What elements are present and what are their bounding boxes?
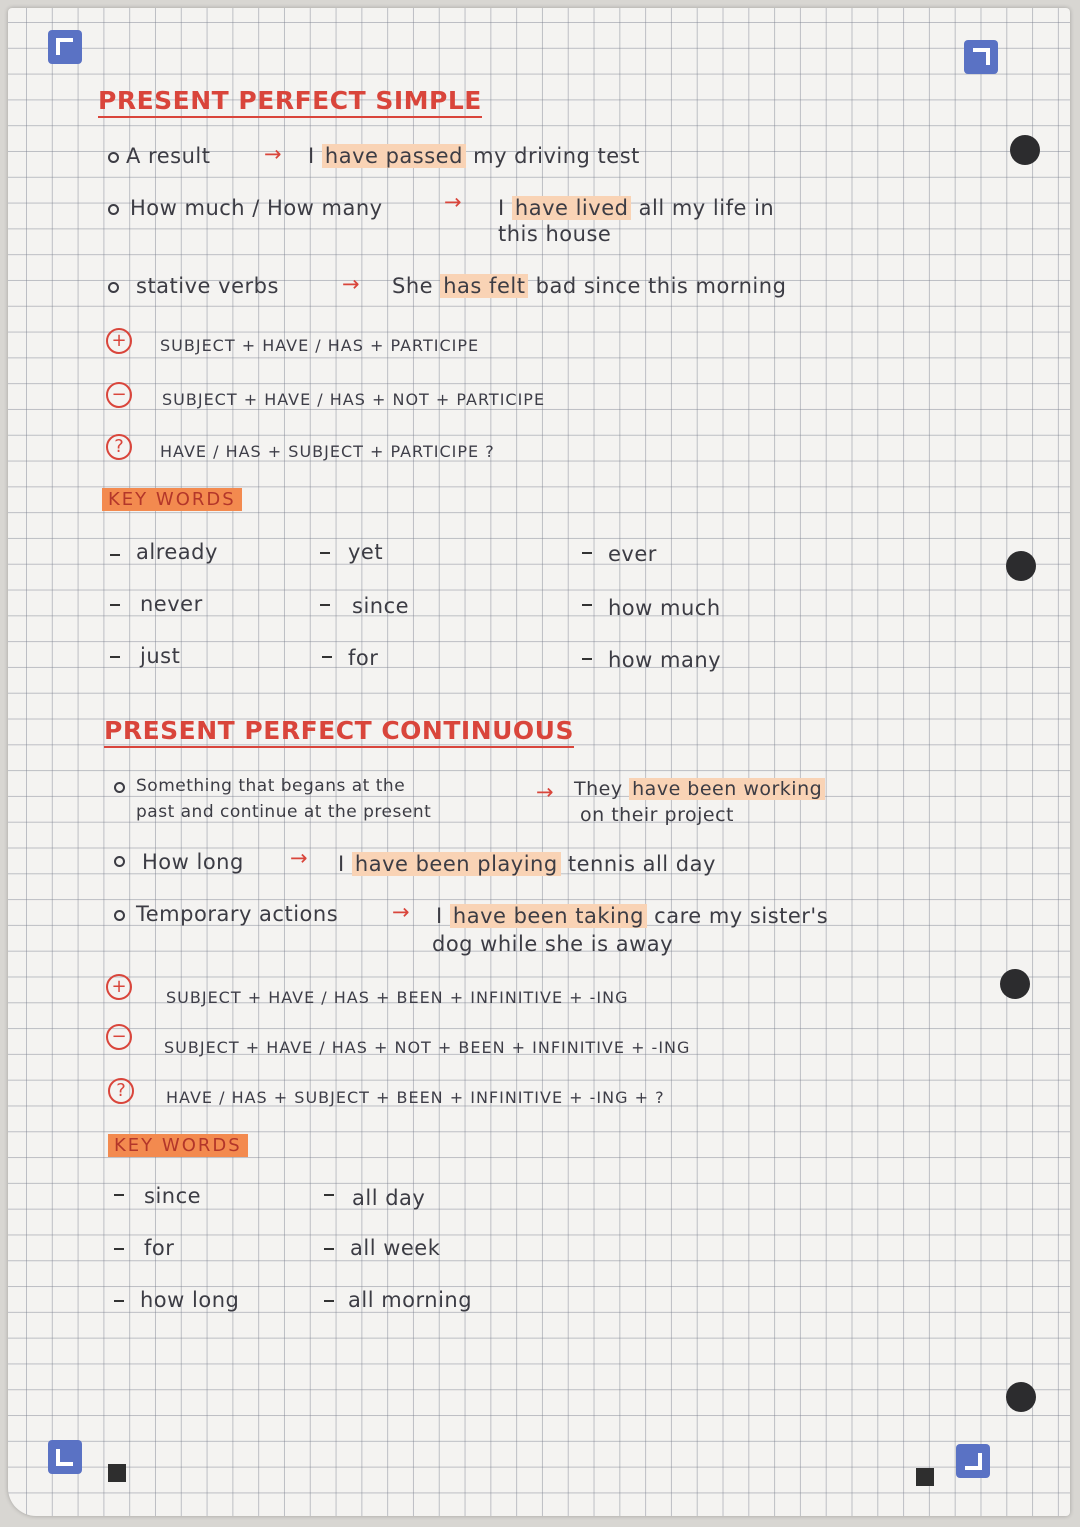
binder-hole bbox=[1010, 135, 1040, 165]
dash-icon bbox=[324, 1194, 334, 1196]
example-sentence bbox=[436, 904, 828, 928]
corner-bracket-icon bbox=[48, 1440, 82, 1474]
dash-icon bbox=[320, 604, 330, 606]
example-highlight: has felt bbox=[440, 274, 528, 298]
dash-icon bbox=[114, 1300, 124, 1302]
bullet-icon bbox=[114, 910, 125, 921]
corner-bracket-icon bbox=[956, 1444, 990, 1478]
example-highlight: have passed bbox=[322, 144, 466, 168]
example-rest: tennis all day bbox=[567, 852, 716, 876]
question-icon: ? bbox=[106, 434, 132, 460]
bullet-icon bbox=[108, 282, 119, 293]
form-question: HAVE / HAS + SUBJECT + PARTICIPE ? bbox=[160, 442, 495, 461]
form-negative: SUBJECT + HAVE / HAS + NOT + BEEN + INFINITIVE + -ING bbox=[164, 1038, 691, 1057]
example-rest: care my sister's bbox=[654, 904, 829, 928]
form-negative: SUBJECT + HAVE / HAS + NOT + PARTICIPE bbox=[162, 390, 546, 409]
dash-icon bbox=[110, 604, 120, 606]
notebook-page bbox=[8, 8, 1070, 1516]
bullet-icon bbox=[114, 782, 125, 793]
dash-icon bbox=[114, 1248, 124, 1250]
example-subject: She bbox=[392, 274, 434, 298]
example-line2: this house bbox=[498, 222, 612, 246]
key-word: yet bbox=[348, 540, 384, 564]
question-icon: ? bbox=[108, 1078, 134, 1104]
corner-square-icon bbox=[916, 1468, 934, 1486]
dash-icon bbox=[322, 656, 332, 658]
corner-bracket-icon bbox=[964, 40, 998, 74]
form-question: HAVE / HAS + SUBJECT + BEEN + INFINITIVE + -ING + ? bbox=[166, 1088, 665, 1107]
key-word: how many bbox=[608, 648, 722, 672]
example-subject: I bbox=[338, 852, 345, 876]
key-word: all week bbox=[350, 1236, 441, 1260]
minus-icon: − bbox=[106, 382, 132, 408]
key-word: all day bbox=[352, 1186, 426, 1210]
section-title: PRESENT PERFECT SIMPLE bbox=[98, 86, 482, 118]
example-sentence bbox=[574, 778, 825, 800]
key-word: for bbox=[144, 1236, 175, 1260]
example-line2: dog while she is away bbox=[432, 932, 674, 956]
key-words-label: KEY WORDS bbox=[108, 1134, 248, 1157]
dash-icon bbox=[324, 1248, 334, 1250]
example-sentence bbox=[308, 144, 640, 168]
example-highlight: have lived bbox=[512, 196, 632, 220]
example-rest: my driving test bbox=[473, 144, 640, 168]
use-label: A result bbox=[126, 144, 211, 168]
key-word: for bbox=[348, 646, 379, 670]
example-sentence bbox=[392, 274, 786, 298]
arrow-icon: → bbox=[342, 272, 361, 296]
example-rest: bad since this morning bbox=[535, 274, 787, 298]
arrow-icon: → bbox=[536, 780, 555, 804]
use-label: How long bbox=[142, 850, 244, 874]
key-word: since bbox=[352, 594, 410, 618]
example-line2: on their project bbox=[580, 804, 734, 826]
use-label-line2: past and continue at the present bbox=[136, 802, 432, 822]
example-highlight: have been taking bbox=[450, 904, 647, 928]
example-subject: They bbox=[574, 778, 623, 800]
use-label: How much / How many bbox=[130, 196, 383, 220]
key-word: how much bbox=[608, 596, 721, 620]
use-label: stative verbs bbox=[136, 274, 279, 298]
dash-icon bbox=[324, 1300, 334, 1302]
binder-hole bbox=[1006, 1382, 1036, 1412]
dash-icon bbox=[110, 554, 120, 556]
example-highlight: have been playing bbox=[352, 852, 561, 876]
bullet-icon bbox=[108, 204, 119, 215]
binder-hole bbox=[1006, 551, 1036, 581]
dash-icon bbox=[110, 656, 120, 658]
key-word: ever bbox=[608, 542, 657, 566]
dash-icon bbox=[114, 1194, 124, 1196]
arrow-icon: → bbox=[444, 190, 463, 214]
key-word: since bbox=[144, 1184, 202, 1208]
dash-icon bbox=[582, 658, 592, 660]
dash-icon bbox=[582, 552, 592, 554]
corner-square-icon bbox=[108, 1464, 126, 1482]
arrow-icon: → bbox=[392, 900, 411, 924]
use-label: Something that begans at the bbox=[136, 776, 406, 796]
key-word: how long bbox=[140, 1288, 240, 1312]
example-subject: I bbox=[308, 144, 315, 168]
key-word: already bbox=[136, 540, 218, 564]
corner-bracket-icon bbox=[48, 30, 82, 64]
key-word: never bbox=[140, 592, 203, 616]
arrow-icon: → bbox=[290, 846, 309, 870]
dash-icon bbox=[582, 604, 592, 606]
key-word: all morning bbox=[348, 1288, 473, 1312]
example-rest: all my life in bbox=[638, 196, 775, 220]
arrow-icon: → bbox=[264, 142, 283, 166]
example-subject: I bbox=[498, 196, 505, 220]
key-words-label: KEY WORDS bbox=[102, 488, 242, 511]
example-sentence bbox=[498, 196, 774, 220]
minus-icon: − bbox=[106, 1024, 132, 1050]
dash-icon bbox=[320, 552, 330, 554]
plus-icon: + bbox=[106, 974, 132, 1000]
binder-hole bbox=[1000, 969, 1030, 999]
example-subject: I bbox=[436, 904, 443, 928]
form-positive: SUBJECT + HAVE / HAS + BEEN + INFINITIVE + -ING bbox=[166, 988, 629, 1007]
example-sentence bbox=[338, 852, 716, 876]
example-highlight: have been working bbox=[629, 778, 825, 800]
key-word: just bbox=[140, 644, 181, 668]
form-positive: SUBJECT + HAVE / HAS + PARTICIPE bbox=[160, 336, 480, 355]
bullet-icon bbox=[108, 152, 119, 163]
plus-icon: + bbox=[106, 328, 132, 354]
use-label: Temporary actions bbox=[136, 902, 339, 926]
section-title: PRESENT PERFECT CONTINUOUS bbox=[104, 716, 574, 748]
bullet-icon bbox=[114, 856, 125, 867]
